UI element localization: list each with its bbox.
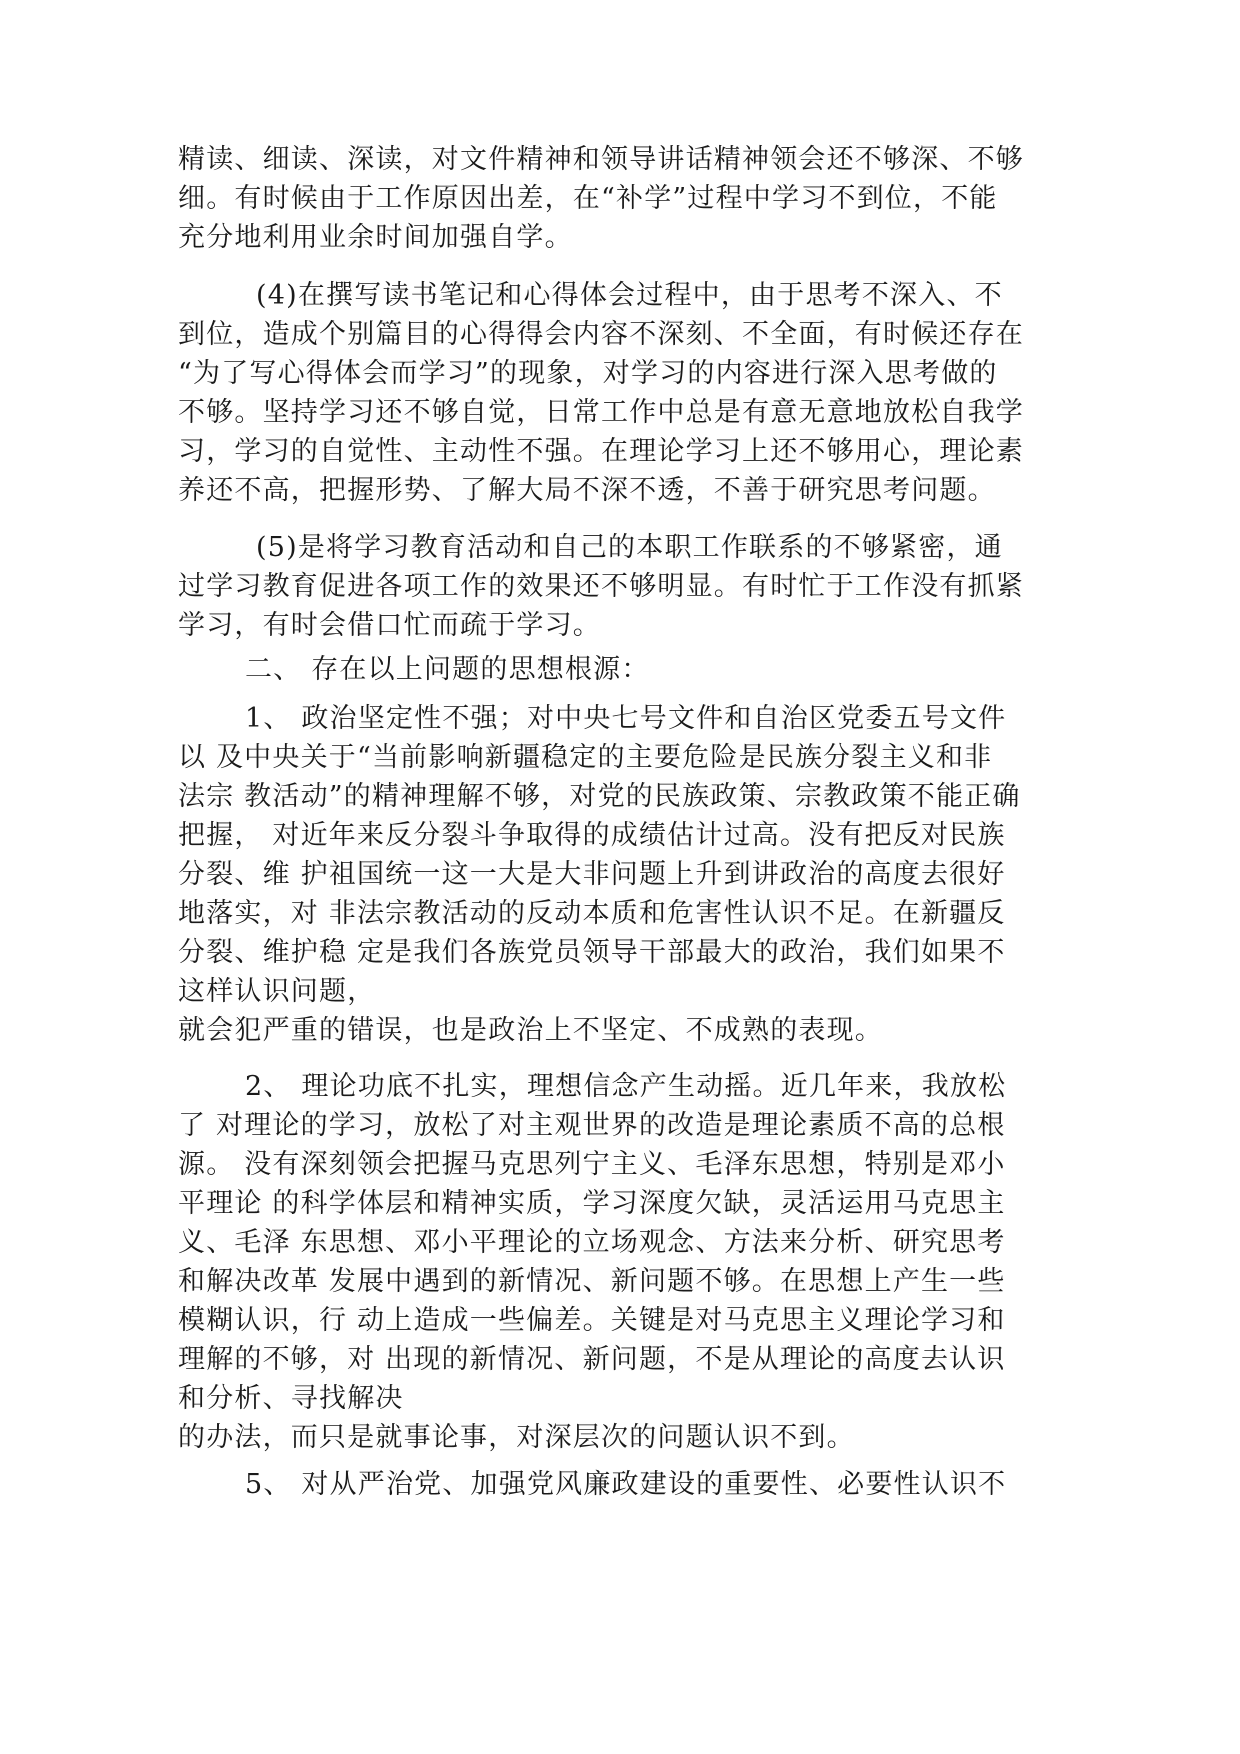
text-line: 的办法，而只是就事论事，对深层次的问题认识不到。 <box>178 1422 855 1453</box>
text-line: 5、 对从严治党、加强党风廉政建设的重要性、必要性认识不 <box>245 1469 1007 1500</box>
text-line: 把握， 对近年来反分裂斗争取得的成绩估计过高。没有把反对民族 <box>178 820 1006 851</box>
text-line: 到位，造成个别篇目的心得得会内容不深刻、不全面，有时候还存在 <box>178 319 1024 350</box>
text-line: 义、毛泽 东思想、邓小平理论的立场观念、方法来分析、研究思考 <box>178 1227 1006 1258</box>
text-line: 这样认识问题， <box>178 976 376 1007</box>
text-line: 2、 理论功底不扎实，理想信念产生动摇。近几年来，我放松 <box>245 1071 1007 1102</box>
text-line: 养还不高，把握形势、了解大局不深不透，不善于研究思考问题。 <box>178 475 996 506</box>
text-line: 分裂、维 护祖国统一这一大是大非问题上升到讲政治的高度去很好 <box>178 859 1006 890</box>
section-heading: 二、 存在以上问题的思想根源： <box>245 654 650 685</box>
text-line: (4)在撰写读书笔记和心得体会过程中，由于思考不深入、不 <box>256 280 1003 311</box>
text-line: 过学习教育促进各项工作的效果还不够明显。有时忙于工作没有抓紧 <box>178 571 1024 602</box>
text-line: 地落实，对 非法宗教活动的反动本质和危害性认识不足。在新疆反 <box>178 898 1006 929</box>
text-line: 了 对理论的学习，放松了对主观世界的改造是理论素质不高的总根 <box>178 1110 1006 1141</box>
text-line: 细。有时候由于工作原因出差，在“补学”过程中学习不到位，不能 <box>178 183 998 214</box>
text-line: 不够。坚持学习还不够自觉，日常工作中总是有意无意地放松自我学 <box>178 397 1024 428</box>
text-line: (5)是将学习教育活动和自己的本职工作联系的不够紧密，通 <box>256 532 1003 563</box>
text-line: 分裂、维护稳 定是我们各族党员领导干部最大的政治，我们如果不 <box>178 937 1006 968</box>
text-line: 精读、细读、深读，对文件精神和领导讲话精神领会还不够深、不够 <box>178 144 1024 175</box>
text-line: 充分地利用业余时间加强自学。 <box>178 222 573 253</box>
text-line: 以 及中央关于“当前影响新疆稳定的主要危险是民族分裂主义和非 <box>178 742 993 773</box>
text-line: 平理论 的科学体层和精神实质，学习深度欠缺，灵活运用马克思主 <box>178 1188 1006 1219</box>
text-line: 源。 没有深刻领会把握马克思列宁主义、毛泽东思想，特别是邓小 <box>178 1149 1006 1180</box>
text-line: 习，学习的自觉性、主动性不强。在理论学习上还不够用心，理论素 <box>178 436 1024 467</box>
text-line: 学习，有时会借口忙而疏于学习。 <box>178 610 601 641</box>
text-line: 理解的不够，对 出现的新情况、新问题，不是从理论的高度去认识 <box>178 1344 1006 1375</box>
text-line: 1、 政治坚定性不强；对中央七号文件和自治区党委五号文件 <box>245 703 1007 734</box>
text-line: 模糊认识，行 动上造成一些偏差。关键是对马克思主义理论学习和 <box>178 1305 1006 1336</box>
text-line: “为了写心得体会而学习”的现象，对学习的内容进行深入思考做的 <box>178 358 998 389</box>
text-line: 和解决改革 发展中遇到的新情况、新问题不够。在思想上产生一些 <box>178 1266 1006 1297</box>
text-line: 就会犯严重的错误，也是政治上不坚定、不成熟的表现。 <box>178 1015 883 1046</box>
text-line: 法宗 教活动”的精神理解不够，对党的民族政策、宗教政策不能正确 <box>178 781 1021 812</box>
text-line: 和分析、寻找解决 <box>178 1383 404 1414</box>
